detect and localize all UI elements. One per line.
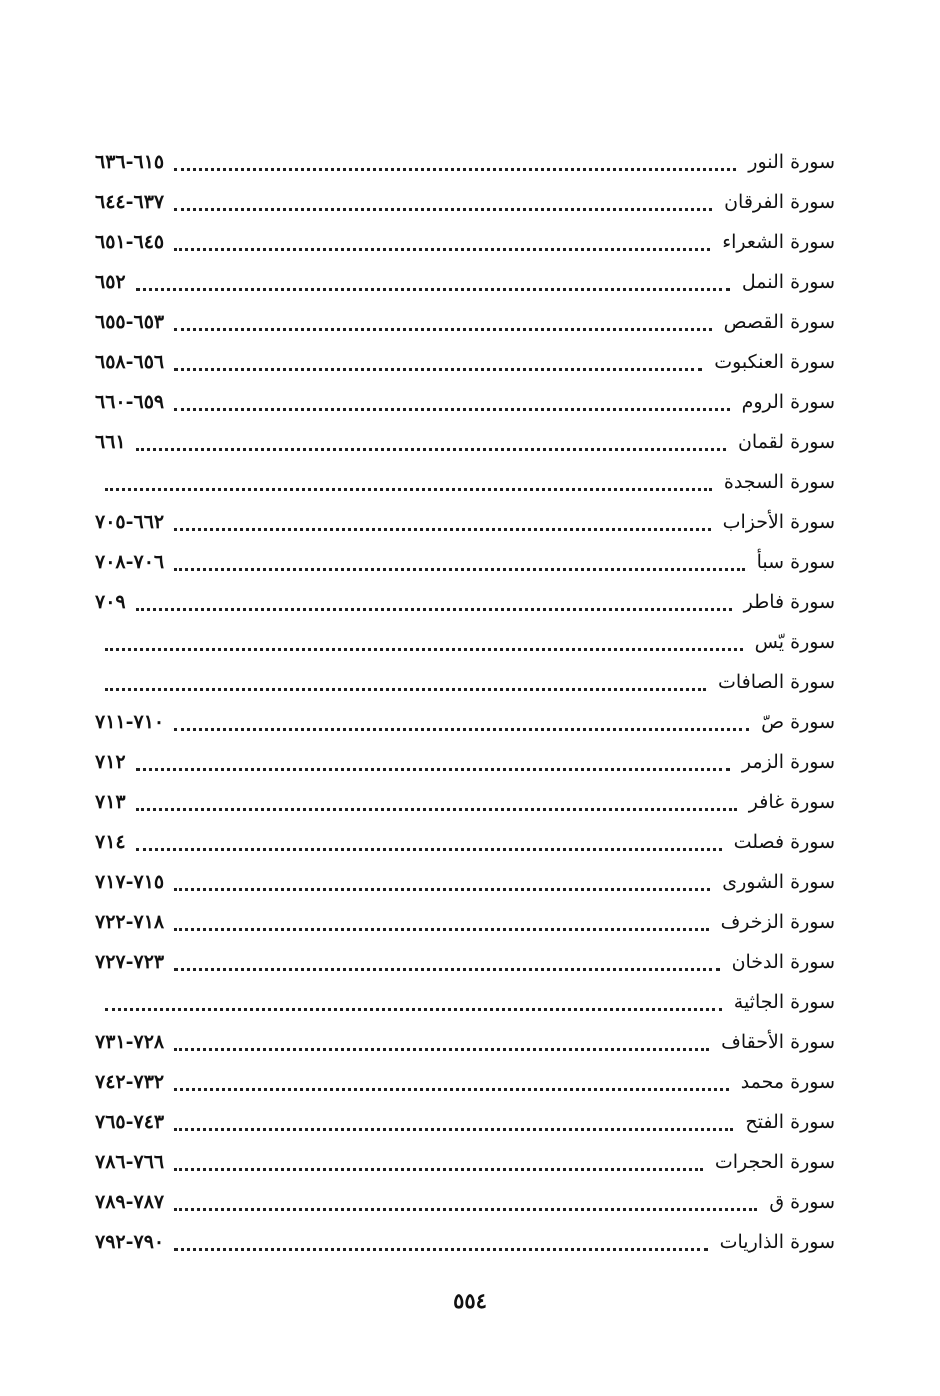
toc-entry-pages: ٦٥٣-٦٥٥	[95, 311, 165, 333]
dot-leader	[174, 328, 712, 331]
toc-entry	[95, 262, 835, 302]
dot-leader	[174, 208, 712, 211]
toc-entry-pages: ٧٦٦-٧٨٦	[95, 1151, 165, 1173]
toc-entry-pages: ٦١٥-٦٣٦	[95, 151, 165, 173]
toc-entry-title: سورة ق	[769, 1191, 835, 1213]
toc-entry	[95, 1062, 835, 1102]
toc-entry-title: سورة الفتح	[745, 1111, 835, 1133]
toc-entry-title: سورة الدخان	[731, 951, 835, 973]
toc-entry-pages: ٧٢٨-٧٣١	[95, 1031, 165, 1053]
toc-entry	[95, 902, 835, 942]
toc-entry-title: سورة السجدة	[723, 471, 835, 493]
toc-entry	[95, 502, 835, 542]
dot-leader	[174, 1088, 729, 1091]
toc-entry-pages: ٧٠٦-٧٠٨	[95, 551, 165, 573]
toc-entry	[95, 582, 835, 622]
toc-entry	[95, 782, 835, 822]
dot-leader	[174, 168, 736, 171]
toc-entry-pages: ٦٣٧-٦٤٤	[95, 191, 165, 213]
dot-leader	[174, 728, 749, 731]
toc-entry-pages: ٦٦١	[95, 431, 126, 453]
toc-entry-title: سورة الأحزاب	[722, 511, 835, 533]
toc-entry	[95, 222, 835, 262]
dot-leader	[174, 888, 710, 891]
toc-entry-pages: ٧١٠-٧١١	[95, 711, 165, 733]
toc-entry	[95, 382, 835, 422]
toc-entry-title: سورة الأحقاف	[721, 1031, 835, 1053]
dot-leader	[174, 1168, 703, 1171]
toc-entry-title: سورة النمل	[741, 271, 835, 293]
dot-leader	[174, 1208, 757, 1211]
toc-entry-title: سورة محمد	[740, 1071, 835, 1093]
dot-leader	[174, 1128, 733, 1131]
toc-entry-pages: ٦٦٢-٧٠٥	[95, 511, 165, 533]
dot-leader	[174, 928, 708, 931]
toc-entry-title: سورة الروم	[741, 391, 835, 413]
toc-entry	[95, 662, 835, 702]
toc-entry	[95, 1222, 835, 1262]
toc-entry	[95, 622, 835, 662]
toc-entry-title: سورة سبأ	[756, 551, 835, 573]
toc-entry-title: سورة الزخرف	[720, 911, 835, 933]
dot-leader	[136, 448, 726, 451]
toc-entry-title: سورة فاطر	[743, 591, 835, 613]
toc-entry-title: سورة النور	[748, 151, 835, 173]
toc-entry-title: سورة الصافات	[718, 671, 835, 693]
dot-leader	[174, 1248, 707, 1251]
toc-entry	[95, 302, 835, 342]
toc-entry	[95, 702, 835, 742]
toc-entry-title: سورة القصص	[723, 311, 835, 333]
toc-entry	[95, 1102, 835, 1142]
dot-leader	[136, 848, 722, 851]
toc-entry	[95, 982, 835, 1022]
dot-leader	[136, 808, 737, 811]
dot-leader	[136, 768, 730, 771]
toc-entry	[95, 1022, 835, 1062]
toc-entry-title: سورة فصلت	[733, 831, 835, 853]
toc-entry-title: سورة الذاريات	[719, 1231, 835, 1253]
toc-entry	[95, 942, 835, 982]
toc-entry-pages: ٦٥٩-٦٦٠	[95, 391, 165, 413]
toc-entry-title: سورة الحجرات	[714, 1151, 835, 1173]
toc-entry	[95, 1142, 835, 1182]
toc-entry	[95, 342, 835, 382]
toc-entry-pages: ٧١٢	[95, 751, 126, 773]
toc-entry-pages: ٧٢٣-٧٢٧	[95, 951, 165, 973]
toc-entry-title: سورة الشورى	[722, 871, 835, 893]
toc-entry-title: سورة الجاثية	[733, 991, 835, 1013]
toc-entry-pages: ٧١٥-٧١٧	[95, 871, 165, 893]
dot-leader	[105, 648, 743, 651]
dot-leader	[136, 288, 730, 291]
toc-entry	[95, 142, 835, 182]
dot-leader	[105, 688, 706, 691]
toc-entry	[95, 1182, 835, 1222]
toc-entry-title: سورة لقمان	[737, 431, 835, 453]
toc-entry-title: سورة يّس	[754, 631, 835, 653]
toc-entry-pages: ٧١٨-٧٢٢	[95, 911, 165, 933]
toc-entry-pages: ٧٨٧-٧٨٩	[95, 1191, 165, 1213]
page-number: ٥٥٤	[453, 1288, 487, 1313]
toc-entry	[95, 822, 835, 862]
dot-leader	[105, 1008, 722, 1011]
toc-entry-pages: ٦٥٢	[95, 271, 126, 293]
toc-entry	[95, 862, 835, 902]
toc-entry	[95, 742, 835, 782]
toc-entry	[95, 462, 835, 502]
toc-entry-pages: ٧٠٩	[95, 591, 126, 613]
toc-entry-pages: ٧١٣	[95, 791, 126, 813]
toc-entry-title: سورة صّ	[761, 711, 835, 733]
dot-leader	[174, 968, 719, 971]
toc-entry	[95, 542, 835, 582]
toc-entry-title: سورة الشعراء	[722, 231, 835, 253]
toc-entry-pages: ٦٤٥-٦٥١	[95, 231, 165, 253]
toc-entry	[95, 422, 835, 462]
dot-leader	[174, 368, 702, 371]
toc-entry-pages: ٦٥٦-٦٥٨	[95, 351, 165, 373]
toc-entry-title: سورة الزمر	[741, 751, 835, 773]
table-of-contents	[95, 142, 835, 1262]
dot-leader	[174, 248, 710, 251]
dot-leader	[136, 608, 732, 611]
toc-entry-pages: ٧٤٣-٧٦٥	[95, 1111, 165, 1133]
toc-entry-title: سورة العنكبوت	[714, 351, 835, 373]
dot-leader	[174, 528, 710, 531]
toc-entry-title: سورة الفرقان	[724, 191, 835, 213]
dot-leader	[105, 488, 712, 491]
toc-entry-pages: ٧١٤	[95, 831, 126, 853]
toc-entry-title: سورة غافر	[748, 791, 835, 813]
dot-leader	[174, 568, 745, 571]
toc-entry-pages: ٧٩٠-٧٩٢	[95, 1231, 165, 1253]
dot-leader	[174, 1048, 709, 1051]
toc-entry-pages: ٧٣٢-٧٤٢	[95, 1071, 165, 1093]
toc-entry	[95, 182, 835, 222]
dot-leader	[174, 408, 729, 411]
